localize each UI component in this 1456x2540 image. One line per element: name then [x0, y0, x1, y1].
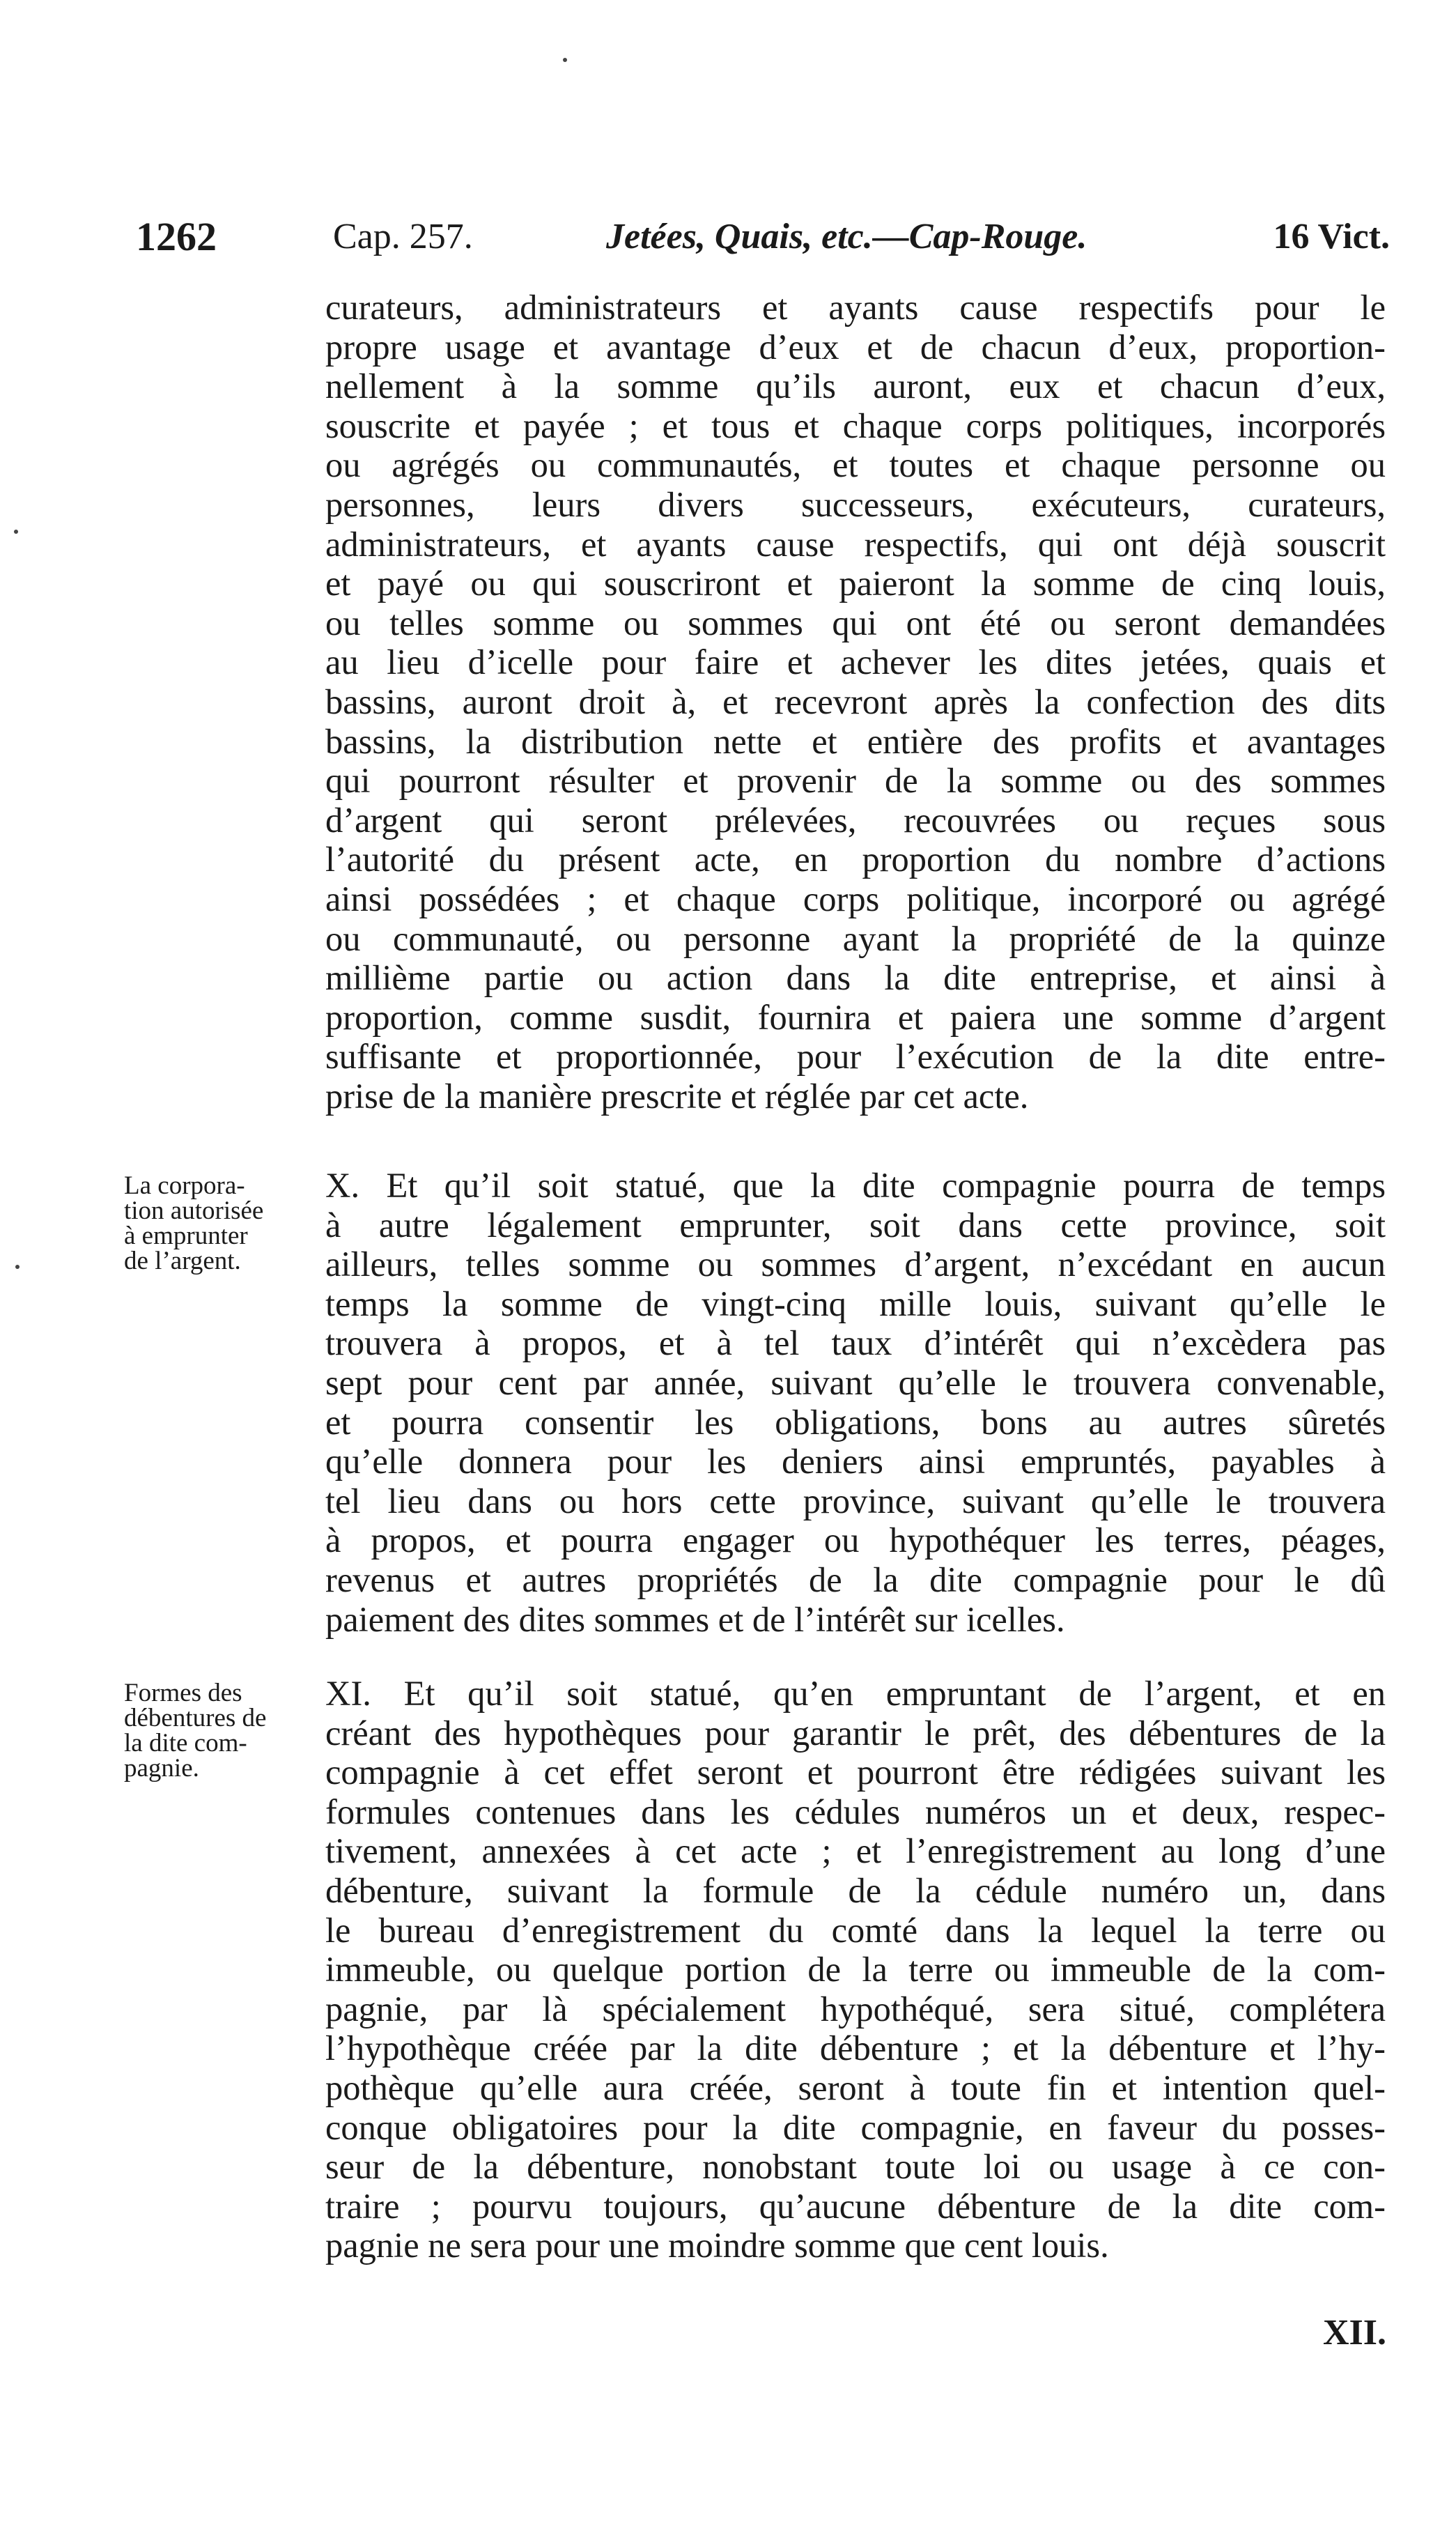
text-line: et pourra consentir les obligations, bons au autres sûretés	[325, 1402, 1386, 1442]
text-line: d’argent qui seront prélevées, recouvrées ou reçues sous	[325, 800, 1386, 840]
margin-note-debentures	[124, 1681, 311, 1781]
margin-note-line: La corpora-	[124, 1171, 245, 1200]
paragraph-continuation	[325, 288, 1386, 1116]
text-line: souscrite et payée ; et tous et chaque corps politiques, incorporés	[325, 406, 1386, 445]
running-head	[136, 209, 1390, 265]
chapter-number: Cap. 257.	[333, 217, 473, 256]
text-line: tivement, annexées à cet acte ; et l’enregistrement au long d’une	[325, 1831, 1386, 1871]
text-line: propre usage et avantage d’eux et de chacun d’eux, proportion-	[325, 327, 1386, 367]
margin-note-line: débentures de	[124, 1704, 267, 1732]
text-line: l’autorité du présent acte, en proportion du nombre d’actions	[325, 840, 1386, 879]
text-line: temps la somme de vingt-cinq mille louis, suivant qu’elle le	[325, 1284, 1386, 1323]
text-line: créant des hypothèques pour garantir le prêt, des débentures de la	[325, 1713, 1386, 1753]
text-line: l’hypothèque créée par la dite débenture ; et la débenture et l’hy-	[325, 2029, 1386, 2068]
text-line: débenture, suivant la formule de la cédule numéro un, dans	[325, 1870, 1386, 1910]
regnal-year: 16 Vict.	[1273, 217, 1390, 256]
margin-note-borrowing	[124, 1173, 311, 1274]
text-line: seur de la débenture, nonobstant toute loi ou usage à ce con-	[325, 2147, 1386, 2187]
text-line: à propos, et pourra engager ou hypothéquer les terres, péages,	[325, 1521, 1386, 1560]
running-title: Jetées, Quais, etc.—Cap-Rouge.	[606, 217, 1087, 256]
text-line: X. Et qu’il soit statué, que la dite compagnie pourra de temps	[325, 1166, 1386, 1205]
text-line: immeuble, ou quelque portion de la terre ou immeuble de la com-	[325, 1950, 1386, 1989]
text-line: ou agrégés ou communautés, et toutes et chaque personne ou	[325, 445, 1386, 485]
text-line: bassins, auront droit à, et recevront après la confection des dits	[325, 682, 1386, 721]
text-line: le bureau d’enregistrement du comté dans la lequel la terre ou	[325, 1910, 1386, 1950]
text-line: nellement à la somme qu’ils auront, eux et chacun d’eux,	[325, 367, 1386, 406]
text-line: formules contenues dans les cédules numéros un et deux, respec-	[325, 1792, 1386, 1831]
print-speck	[14, 530, 18, 534]
margin-note-line: Formes des	[124, 1679, 242, 1707]
text-line: personnes, leurs divers successeurs, exécuteurs, curateurs,	[325, 484, 1386, 524]
margin-note-line: la dite com-	[124, 1729, 247, 1757]
text-line: tel lieu dans ou hors cette province, suivant qu’elle le trouvera	[325, 1481, 1386, 1521]
text-line: suffisante et proportionnée, pour l’exécution de la dite entre-	[325, 1037, 1386, 1077]
text-line: conque obligatoires pour la dite compagnie, en faveur du posses-	[325, 2107, 1386, 2147]
page-number: 1262	[136, 214, 217, 259]
text-line: ainsi possédées ; et chaque corps politique, incorporé ou agrégé	[325, 879, 1386, 918]
print-speck	[15, 1265, 20, 1269]
section-xi	[325, 1674, 1386, 2265]
text-line: ou telles somme ou sommes qui ont été ou seront demandées	[325, 603, 1386, 642]
text-line: bassins, la distribution nette et entière des profits et avantages	[325, 721, 1386, 761]
text-line: compagnie à cet effet seront et pourront être rédigées suivant les	[325, 1753, 1386, 1792]
text-line: pothèque qu’elle aura créée, seront à toute fin et intention quel-	[325, 2068, 1386, 2107]
text-line: ou communauté, ou personne ayant la propriété de la quinze	[325, 918, 1386, 958]
text-line: proportion, comme susdit, fournira et paiera une somme d’argent	[325, 997, 1386, 1037]
text-line: traire ; pourvu toujours, qu’aucune débenture de la dite com-	[325, 2186, 1386, 2226]
text-line: qu’elle donnera pour les deniers ainsi empruntés, payables à	[325, 1442, 1386, 1481]
text-line: pagnie, par là spécialement hypothéqué, sera situé, complétera	[325, 1989, 1386, 2029]
text-line: sept pour cent par année, suivant qu’elle le trouvera convenable,	[325, 1362, 1386, 1402]
text-line: au lieu d’icelle pour faire et achever les dites jetées, quais et	[325, 642, 1386, 682]
margin-note-line: tion autorisée	[124, 1196, 264, 1225]
text-line: administrateurs, et ayants cause respectifs, qui ont déjà souscrit	[325, 524, 1386, 564]
text-line: XI. Et qu’il soit statué, qu’en empruntant de l’argent, et en	[325, 1674, 1386, 1713]
text-line: à autre légalement emprunter, soit dans cette province, soit	[325, 1205, 1386, 1245]
catchword: XII.	[1322, 2313, 1386, 2353]
margin-note-line: pagnie.	[124, 1754, 199, 1783]
section-x	[325, 1166, 1386, 1639]
text-line: ailleurs, telles somme ou sommes d’argent, n’excédant en aucun	[325, 1245, 1386, 1284]
text-line: et payé ou qui souscriront et paieront la somme de cinq louis,	[325, 564, 1386, 603]
margin-note-line: à emprunter	[124, 1222, 248, 1250]
text-line: trouvera à propos, et à tel taux d’intérêt qui n’excèdera pas	[325, 1323, 1386, 1363]
text-line: paiement des dites sommes et de l’intérêt sur icelles.	[325, 1599, 1065, 1639]
margin-note-line: de l’argent.	[124, 1247, 241, 1275]
text-line: revenus et autres propriétés de la dite compagnie pour le dû	[325, 1560, 1386, 1599]
text-line: curateurs, administrateurs et ayants cause respectifs pour le	[325, 288, 1386, 327]
text-line: prise de la manière prescrite et réglée par cet acte.	[325, 1076, 1029, 1116]
text-line: millième partie ou action dans la dite entreprise, et ainsi à	[325, 958, 1386, 998]
print-speck	[563, 58, 567, 62]
text-line: qui pourront résulter et provenir de la somme ou des sommes	[325, 761, 1386, 801]
text-line: pagnie ne sera pour une moindre somme que cent louis.	[325, 2226, 1109, 2265]
